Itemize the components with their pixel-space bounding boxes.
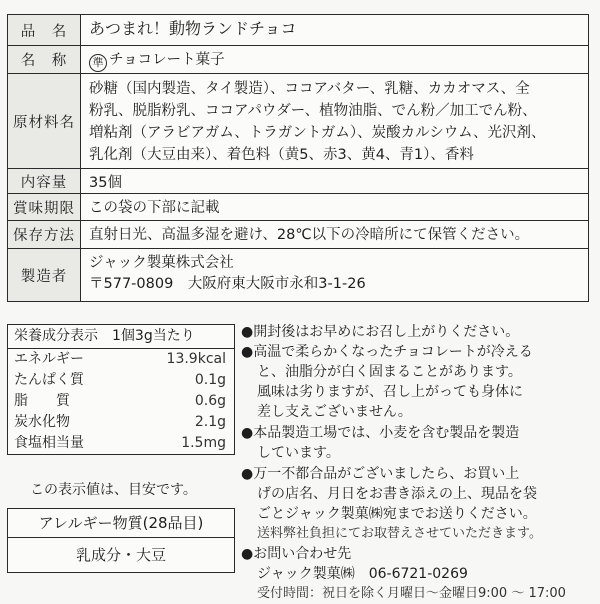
note-line: ●開封後はお早めにお召し上がりください。 — [241, 324, 520, 340]
allergy-value: 乳成分・大豆 — [75, 546, 166, 564]
jun-mark-icon: 準 — [89, 54, 107, 72]
allergy-box — [7, 508, 235, 573]
nutrition-row — [8, 370, 234, 391]
ingredients-line: 砂糖（国内製造、タイ製造）、ココアバター、乳糖、カカオマス、全 — [89, 81, 530, 97]
note-line: ●高温で柔らかくなったチョコレートが冷える — [241, 344, 533, 360]
nutrition-label: たんぱく質 — [14, 372, 84, 388]
nutrition-value: 2.1g — [194, 414, 226, 430]
note-line: ごとジャック製菓㈱宛までお送りください。 — [257, 506, 537, 522]
nutrition-label: 炭水化物 — [14, 414, 70, 430]
manufacturer-name: ジャック製菓株式会社 — [89, 255, 234, 271]
row-manufacturer — [8, 248, 588, 301]
nutrition-row — [8, 349, 234, 370]
ingredients-line: 乳化剤（大豆由来）、着色料（黄5、赤3、黄4、青1）、香料 — [89, 147, 474, 163]
meisho-value — [81, 46, 588, 73]
row-key: 賞味期限 — [8, 194, 81, 220]
row-key: 製造者 — [8, 249, 81, 301]
nutrition-table — [7, 324, 235, 455]
row-expiry — [8, 193, 588, 220]
note-line: ●お問い合わせ先 — [241, 546, 352, 562]
nutrition-title: 栄養成分表示 1個3g当たり — [8, 325, 234, 349]
note-line: しています。 — [257, 445, 340, 461]
note-line: げの店名、月日をお書き添えの上、現品を袋 — [257, 486, 537, 502]
row-key: 原材料名 — [8, 74, 81, 168]
row-storage — [8, 220, 588, 248]
ingredients-list — [81, 74, 588, 168]
nutrition-value: 13.9kcal — [166, 351, 226, 367]
note-line: ●本品製造工場では、小麦を含む製品を製造 — [241, 425, 520, 441]
nutrition-value: 0.6g — [194, 393, 226, 409]
note-line: 差し支えございません。 — [257, 404, 412, 420]
note-line: 受付時間：祝日を除く月曜日～金曜日9:00 ～ 17:00 — [257, 586, 566, 601]
allergy-title: アレルギー物質(28品目) — [8, 509, 234, 538]
nutrition-note: この表示値は、目安です。 — [30, 482, 197, 498]
note-line: ●万一不都合品がございましたら、お買い上 — [241, 466, 520, 482]
row-key: 品 名 — [8, 15, 81, 45]
nutrition-row — [8, 412, 234, 433]
row-product-name — [8, 15, 588, 45]
notes-section — [241, 322, 593, 604]
manufacturer-value — [81, 249, 588, 301]
manufacturer-address: 〒577-0809 大阪府東大阪市永和3-1-26 — [89, 276, 366, 292]
nutrition-value: 1.5mg — [181, 435, 226, 451]
row-meisho — [8, 45, 588, 73]
meisho-text: チョコレート菓子 — [109, 52, 225, 68]
quantity-value: 35個 — [89, 175, 122, 191]
label-table — [7, 14, 589, 302]
nutrition-label: 食塩相当量 — [14, 435, 84, 451]
row-key: 名 称 — [8, 46, 81, 73]
row-ingredients — [8, 73, 588, 168]
note-line: ジャック製菓㈱ 06-6721-0269 — [257, 566, 468, 582]
note-line: と、油脂分が白く固まることがあります。 — [257, 364, 522, 380]
ingredients-line: 粉乳、脱脂粉乳、ココアパウダー、植物油脂、でん粉／加工でん粉、 — [89, 103, 537, 119]
nutrition-row — [8, 391, 234, 412]
storage-value: 直射日光、高温多湿を避け、28℃以下の冷暗所にて保管ください。 — [89, 227, 530, 243]
nutrition-label: エネルギー — [14, 351, 84, 367]
note-line: 風味は劣りますが、召し上がっても身体に — [257, 384, 523, 400]
row-key: 保存方法 — [8, 221, 81, 248]
expiry-value: この袋の下部に記載 — [89, 200, 220, 216]
nutrition-row — [8, 433, 234, 454]
row-quantity — [8, 168, 588, 193]
product-name: あつまれ！動物ランドチョコ — [89, 19, 297, 38]
nutrition-label: 脂 質 — [14, 393, 70, 409]
nutrition-value: 0.1g — [194, 372, 226, 388]
row-key: 内容量 — [8, 169, 81, 193]
ingredients-line: 増粘剤（アラビアガム、トラガントガム）、炭酸カルシウム、光沢剤、 — [89, 125, 546, 141]
note-line: 送料弊社負担にてお取替えさせていただきます。 — [257, 526, 542, 541]
